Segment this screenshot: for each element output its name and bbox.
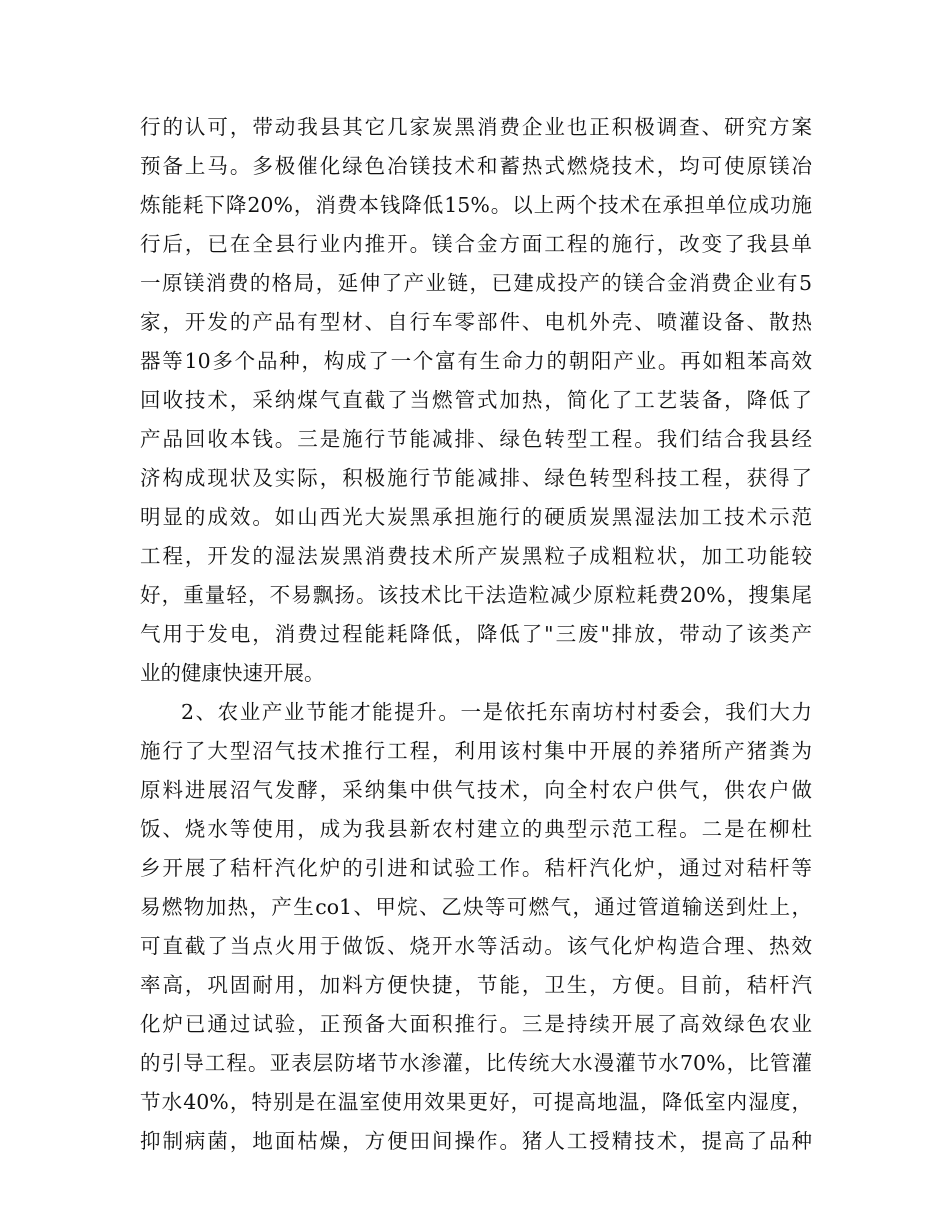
text-line: 预备上马。多极催化绿色冶镁技术和蓄热式燃烧技术，均可使原镁冶 (140, 154, 812, 178)
text-line: 节水40%，特别是在温室使用效果更好，可提高地温，降低室内湿度， (140, 1090, 812, 1114)
text-line: 的引导工程。亚表层防堵节水渗灌，比传统大水漫灌节水70%，比管灌 (140, 1051, 812, 1075)
text-line: 器等10多个品种，构成了一个富有生命力的朝阳产业。再如粗苯高效 (140, 349, 812, 373)
text-line: 回收技术，采纳煤气直截了当燃管式加热，简化了工艺装备，降低了 (140, 388, 812, 412)
text-line: 炼能耗下降20%，消费本钱降低15%。以上两个技术在承担单位成功施 (140, 193, 812, 217)
text-line: 可直截了当点火用于做饭、烧开水等活动。该气化炉构造合理、热效 (140, 934, 812, 958)
text-line: 率高，巩固耐用，加料方便快捷，节能，卫生，方便。目前，秸杆汽 (140, 973, 812, 997)
text-line: 气用于发电，消费过程能耗降低，降低了"三废"排放，带动了该类产 (140, 622, 812, 646)
document-body (140, 108, 812, 1161)
text-line: 易燃物加热，产生co1、甲烷、乙炔等可燃气，通过管道输送到灶上， (140, 895, 812, 919)
text-line: 业的健康快速开展。 (140, 661, 325, 685)
text-line: 饭、烧水等使用，成为我县新农村建立的典型示范工程。二是在柳杜 (140, 817, 812, 841)
text-line: 化炉已通过试验，正预备大面积推行。三是持续开展了高效绿色农业 (140, 1012, 812, 1036)
text-line: 工程，开发的湿法炭黑消费技术所产炭黑粒子成粗粒状，加工功能较 (140, 544, 812, 568)
text-line: 明显的成效。如山西光大炭黑承担施行的硬质炭黑湿法加工技术示范 (140, 505, 812, 529)
text-line: 抑制病菌，地面枯燥，方便田间操作。猪人工授精技术，提高了品种 (140, 1129, 812, 1153)
text-line: 济构成现状及实际，积极施行节能减排、绿色转型科技工程，获得了 (140, 466, 812, 490)
text-line: 乡开展了秸杆汽化炉的引进和试验工作。秸杆汽化炉，通过对秸杆等 (140, 856, 812, 880)
text-line: 原料进展沼气发酵，采纳集中供气技术，向全村农户供气，供农户做 (140, 778, 812, 802)
text-line: 2、农业产业节能才能提升。一是依托东南坊村村委会，我们大力 (181, 700, 812, 724)
text-line: 好，重量轻，不易飘扬。该技术比干法造粒减少原粒耗费20%，搜集尾 (140, 583, 812, 607)
text-line: 施行了大型沼气技术推行工程，利用该村集中开展的养猪所产猪粪为 (140, 739, 812, 763)
text-line: 家，开发的产品有型材、自行车零部件、电机外壳、喷灌设备、散热 (140, 310, 812, 334)
text-line: 行的认可，带动我县其它几家炭黑消费企业也正积极调查、研究方案 (140, 115, 812, 139)
text-line: 一原镁消费的格局，延伸了产业链，已建成投产的镁合金消费企业有5 (140, 271, 812, 295)
text-line: 行后，已在全县行业内推开。镁合金方面工程的施行，改变了我县单 (140, 232, 812, 256)
text-line: 产品回收本钱。三是施行节能减排、绿色转型工程。我们结合我县经 (140, 427, 812, 451)
